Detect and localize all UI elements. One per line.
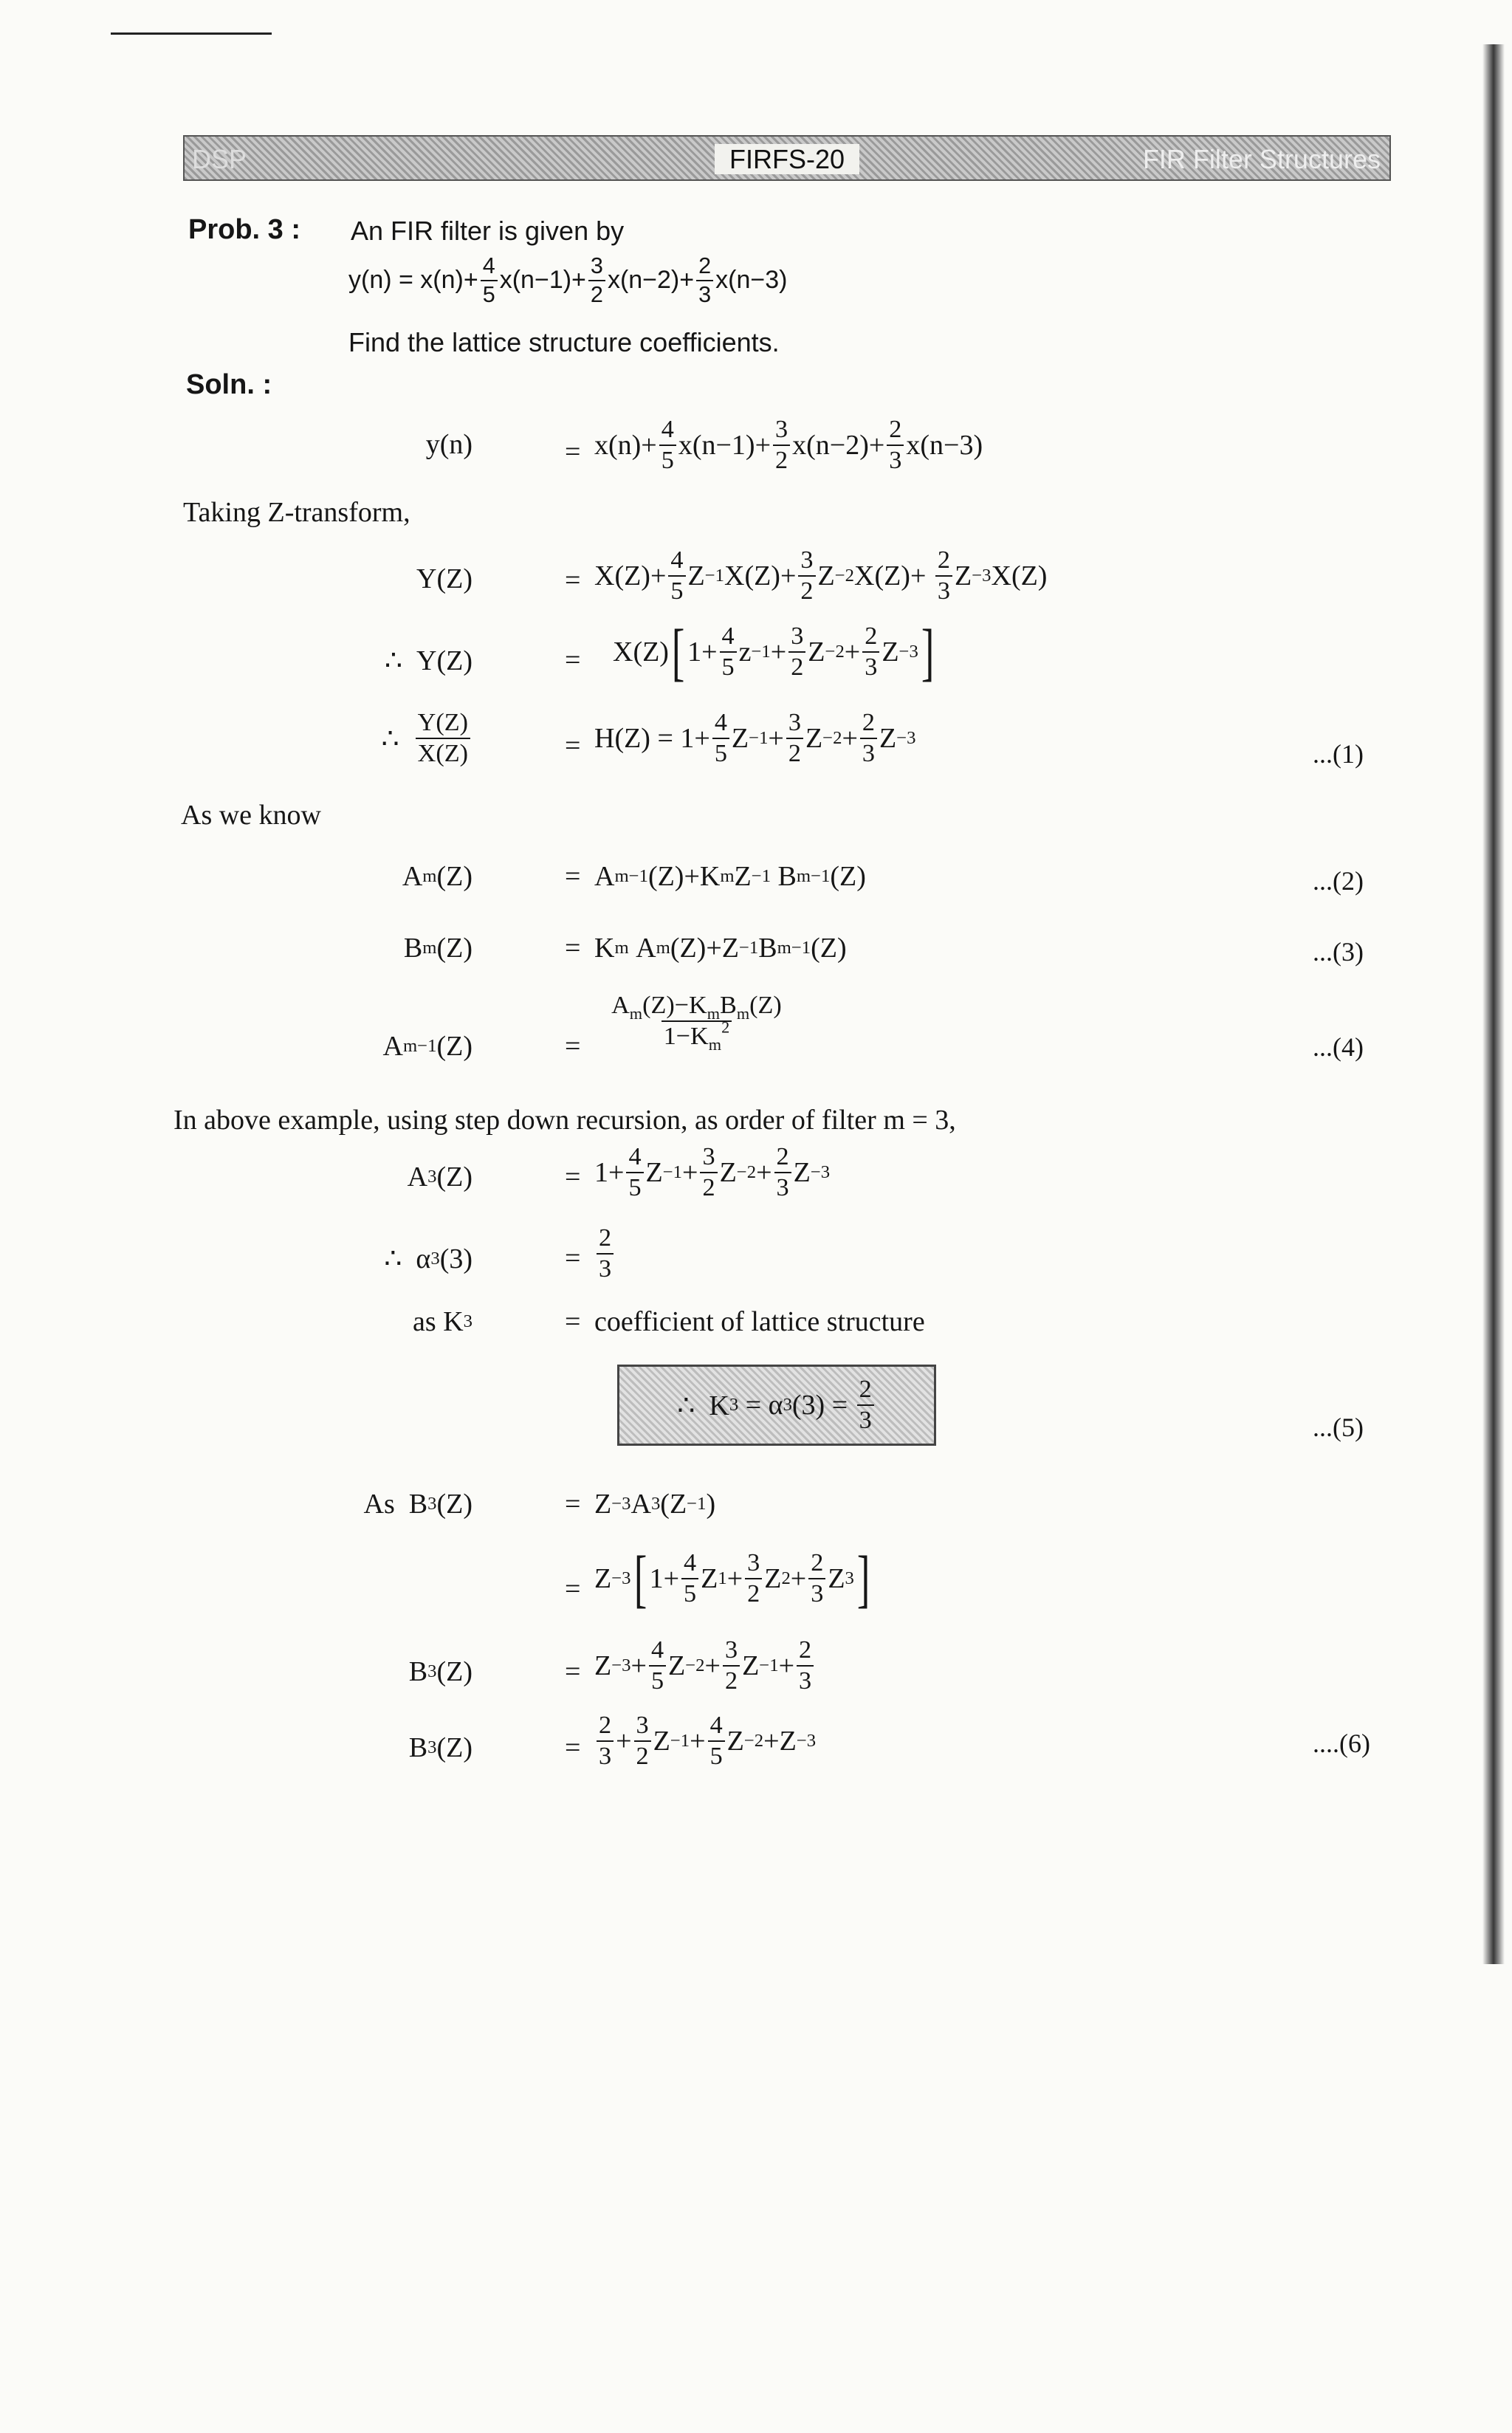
taking-z-text: Taking Z-transform, bbox=[183, 497, 410, 528]
eq-hz-lhs: ∴ $\frac{Y(Z)}{X(Z)}$ bbox=[0, 710, 472, 766]
eq-yz2-lhs: ∴ Y(Z) bbox=[384, 645, 472, 676]
page-header-bar bbox=[183, 135, 1391, 181]
eq-b3-rhs: Z −3 A 3 (Z −1 ) bbox=[594, 1489, 716, 1520]
problem-equation: y(n) = x(n) + $\frac{4}{5}$ x(n−1)+ $\frac{3}{2}$ x(n−2)+ $\frac{2}{3}$ x(n−3) bbox=[348, 253, 788, 307]
eq-b3-lhs: As B 3 (Z) bbox=[363, 1489, 472, 1520]
solution-label: Soln. : bbox=[186, 369, 272, 400]
equation-tag-2: ...(2) bbox=[1313, 866, 1364, 896]
eq4-lhs: A m−1 (Z) bbox=[382, 1031, 472, 1062]
equation-tag-5: ...(5) bbox=[1313, 1413, 1364, 1442]
eq6-lhs: B 3 (Z) bbox=[408, 1732, 472, 1763]
problem-task: Find the lattice structure coefficients. bbox=[348, 327, 780, 357]
eq2-rhs: A m−1 (Z)+K m Z −1 B m−1 (Z) bbox=[594, 861, 866, 892]
eq-yz-rhs: X(Z)+ $\frac{4}{5}$ Z −1 X(Z)+ $\frac{3}{2}$ Z −2 X(Z)+ $\frac{2}{3}$ Z −3 X(Z) bbox=[594, 546, 1048, 605]
eq-yn-lhs: y(n) bbox=[425, 429, 472, 460]
equation-tag-6: ....(6) bbox=[1313, 1729, 1370, 1758]
eq-b3-line3-lhs: B 3 (Z) bbox=[408, 1656, 472, 1687]
eq-yn-rhs: x(n)+ $\frac{4}{5}$ x(n−1)+ $\frac{3}{2}$ x(n−2)+ $\frac{2}{3}$ x(n−3) bbox=[594, 416, 983, 475]
eq-yz2-rhs: X(Z) [ 1+ $\frac{4}{5}$ z −1 + $\frac{3}{2}$ Z −2 + $\frac{2}{3}$ Z −3 ] bbox=[613, 616, 935, 688]
as-we-know-text: As we know bbox=[181, 800, 321, 831]
problem-label: Prob. 3 : bbox=[188, 214, 301, 245]
eq-yz-lhs: Y(Z) bbox=[416, 563, 472, 594]
eq6-rhs: $\frac{2}{3}$ + $\frac{3}{2}$ Z −1 + $\frac{4}{5}$ Z −2 +Z −3 bbox=[594, 1713, 816, 1769]
as-k3-label: as K 3 bbox=[413, 1306, 472, 1337]
header-chapter-title: FIR Filter Structures bbox=[1142, 144, 1381, 174]
eq4-rhs: $\frac{A_m(Z)-K_mB_m(Z)}{1-K_m^2}$ bbox=[599, 992, 794, 1054]
eq3-lhs: B m (Z) bbox=[403, 933, 472, 964]
eq-hz-rhs: H(Z) = 1+ $\frac{4}{5}$ Z −1 + $\frac{3}{2}$ Z −2 + $\frac{2}{3}$ Z −3 bbox=[594, 709, 916, 768]
eq-alpha-rhs: $\frac{2}{3}$ bbox=[594, 1226, 616, 1282]
eq-b3-line3-rhs: Z −3 + $\frac{4}{5}$ Z −2 + $\frac{3}{2}$ Z −1 + $\frac{2}{3}$ bbox=[594, 1638, 816, 1694]
step-down-text: In above example, using step down recursion, as order of filter m = 3, bbox=[173, 1105, 956, 1136]
header-left: DSP bbox=[192, 144, 247, 174]
eq-b3-expanded: Z −3 [ 1+ $\frac{4}{5}$ Z 1 + $\frac{3}{2}$ Z 2 + $\frac{2}{3}$ Z 3 ] bbox=[594, 1542, 870, 1615]
equation-tag-3: ...(3) bbox=[1313, 937, 1364, 967]
coef-text: coefficient of lattice structure bbox=[594, 1306, 925, 1337]
problem-intro: An FIR filter is given by bbox=[351, 216, 625, 246]
equation-tag-1: ...(1) bbox=[1313, 739, 1364, 769]
top-rule bbox=[111, 32, 272, 35]
highlight-box-k3: ∴ K 3 = α 3 (3) = $\frac{2}{3}$ bbox=[617, 1365, 936, 1446]
eq-alpha-lhs: ∴ α 3 (3) bbox=[384, 1243, 472, 1274]
book-spine-shadow bbox=[1482, 44, 1505, 1964]
equation-tag-4: ...(4) bbox=[1313, 1032, 1364, 1062]
eq3-rhs: K m A m (Z)+Z −1 B m−1 (Z) bbox=[594, 933, 847, 964]
eq-a3-lhs: A 3 (Z) bbox=[407, 1161, 472, 1193]
header-page-number: FIRFS-20 bbox=[185, 144, 1389, 175]
eq2-lhs: A m (Z) bbox=[402, 861, 472, 892]
eq-a3-rhs: 1+ $\frac{4}{5}$ Z −1 + $\frac{3}{2}$ Z −2 + $\frac{2}{3}$ Z −3 bbox=[594, 1143, 831, 1202]
